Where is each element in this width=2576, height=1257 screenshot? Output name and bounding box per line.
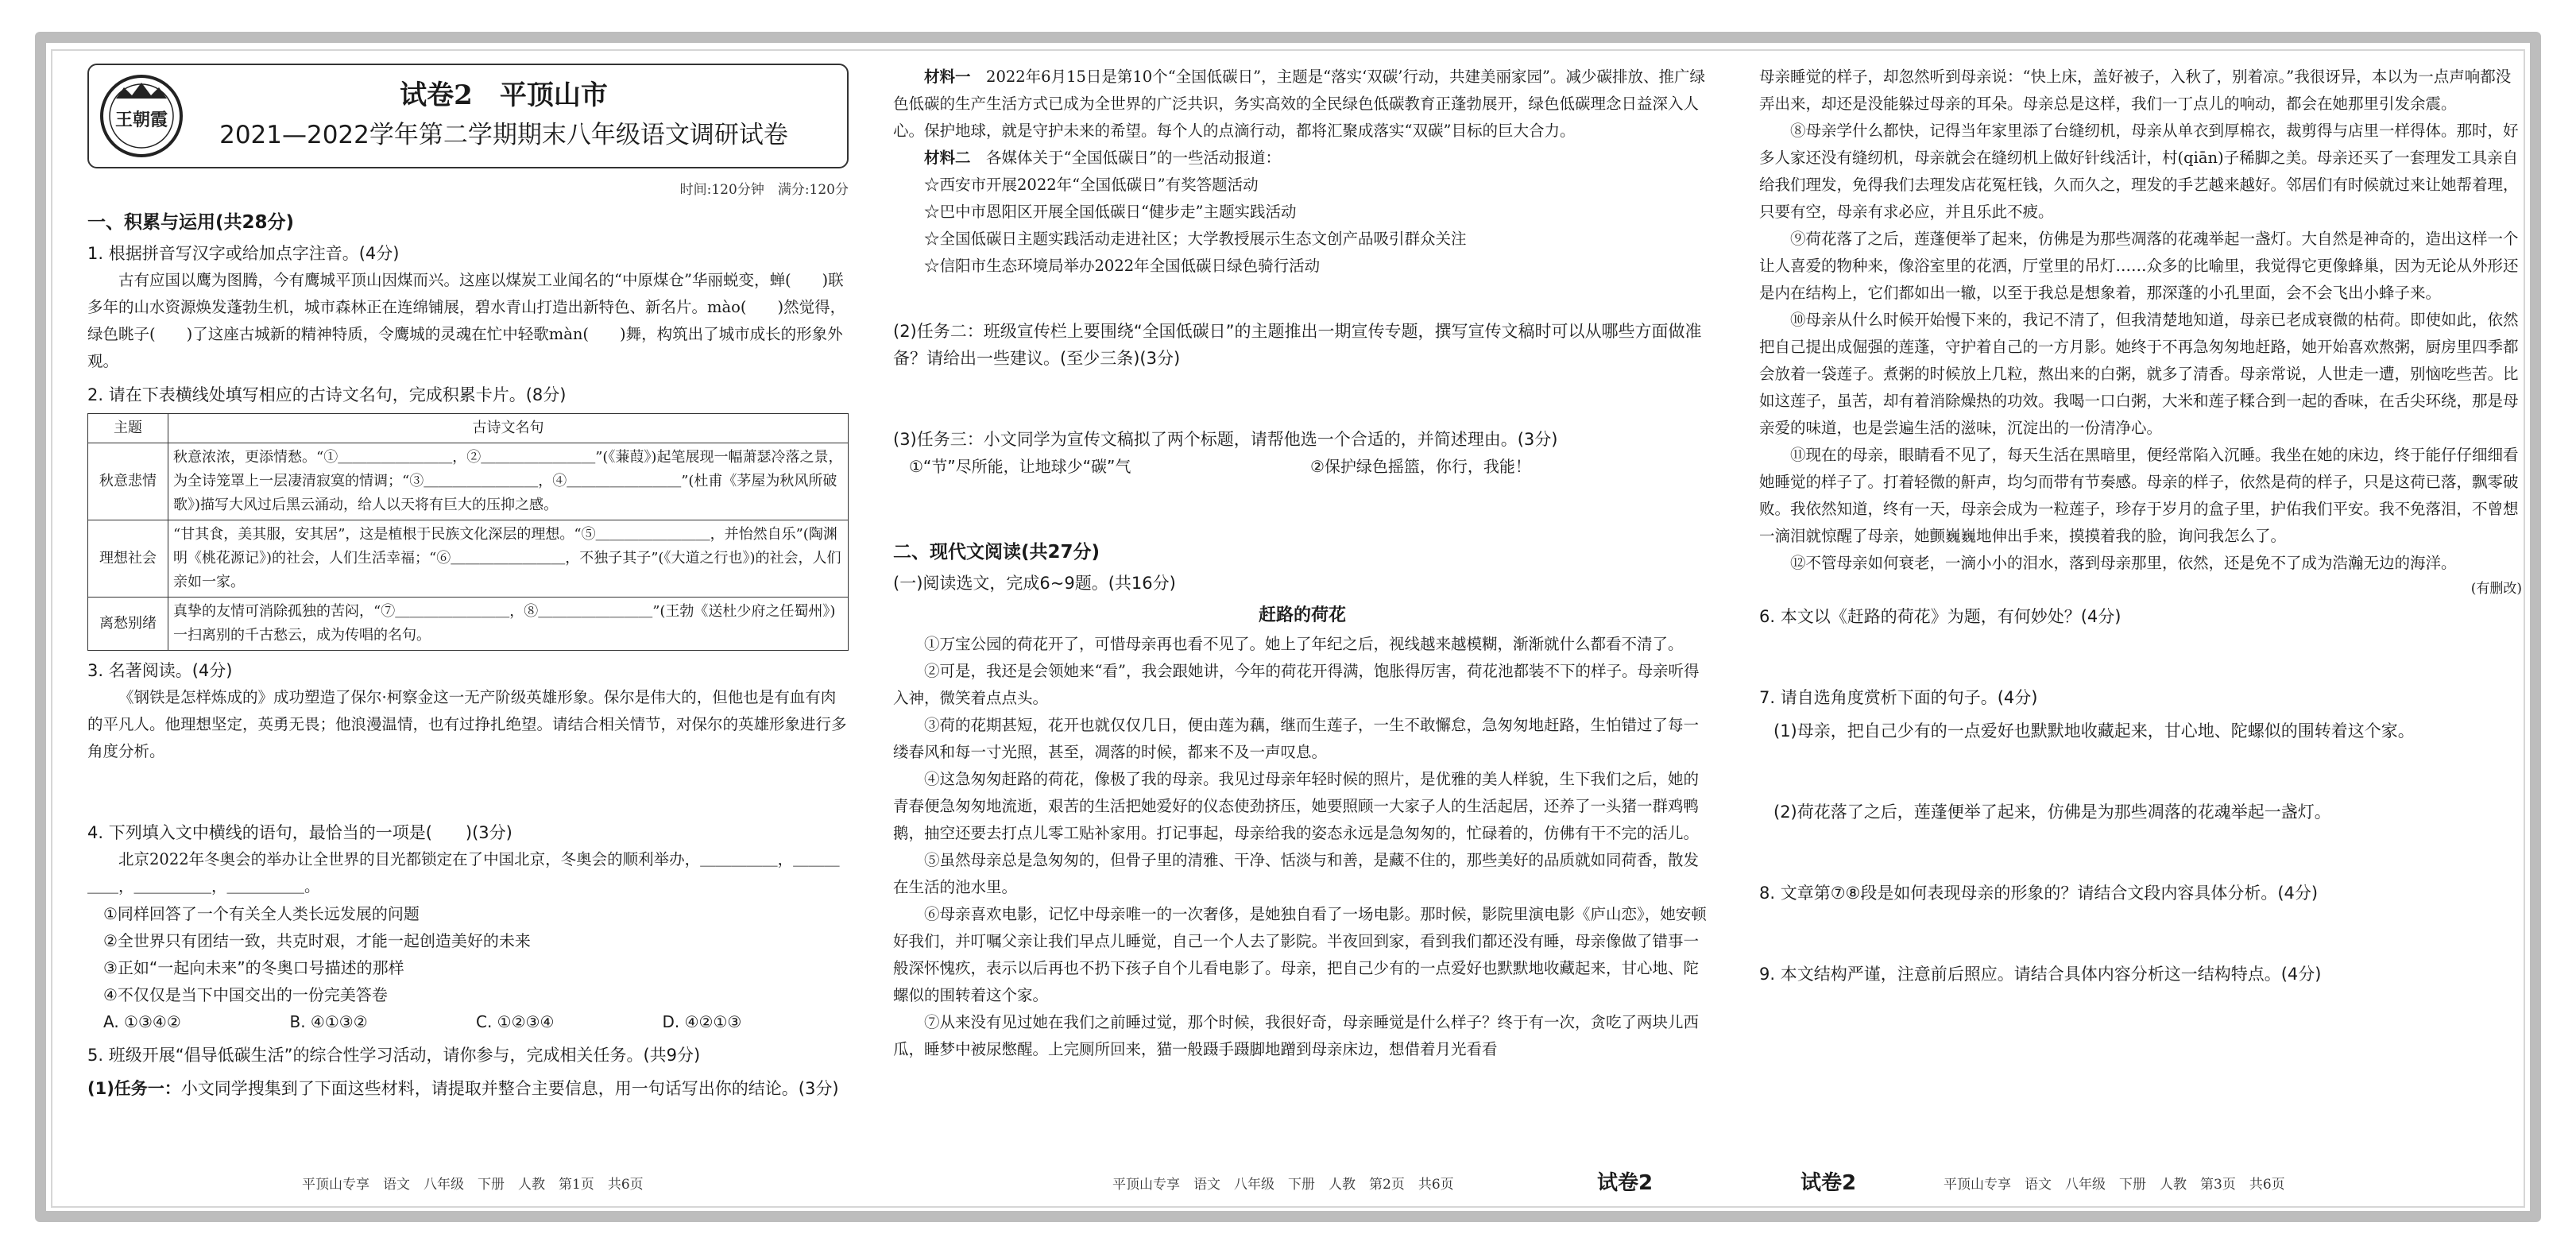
answer-space[interactable] <box>893 280 1712 311</box>
question-4: 4. 下列填入文中横线的语句，最恰当的一项是( )(3分) <box>87 823 512 842</box>
column-2 <box>893 64 1712 1176</box>
article-paragraph: ⑪现在的母亲，眼睛看不见了，每天生活在黑暗里，便经常陷入沉睡。我坐在她的床边，终于能仔仔细细看她睡觉的样子了。打着轻微的鼾声，均匀而带有节奏感。母亲的样子，依然是荷的样子，只是这荷已落，飘零破败。我依然知道，终有一天，母亲会成为一粒莲子，珍存于岁月的盒子里，护佑我们平安。我不免落泪，不曾想一滴泪就惊醒了母亲，她颤巍巍地伸出手来，摸摸着我的脸，询问我怎么了。 <box>1759 446 2519 545</box>
exam-header <box>87 64 849 168</box>
page-1-footer: 平顶山专享 语文 八年级 下册 人教 第1页 共6页 <box>302 1177 644 1193</box>
answer-space[interactable] <box>87 765 849 813</box>
answer-space[interactable] <box>893 372 1712 420</box>
row-theme: 理想社会 <box>88 520 168 598</box>
page-3-mark: 试卷2 <box>1800 1171 1857 1195</box>
article-paragraph: ⑧母亲学什么都快，记得当年家里添了台缝纫机，母亲从单衣到厚棉衣，裁剪得与店里一样得体。那时，好多人家还没有缝纫机，母亲就会在缝纫机上做好针线活计，村(qiān)子稀脚之美。母亲还买了一套理发工具亲自给我们理发，免得我们去理发店花冤枉钱，久而久之，理发的手艺越来越好。邻居们有时候就过来让她帮着理，只要有空，母亲有求必应，并且乐此不疲。 <box>1759 122 2519 221</box>
choice-b[interactable]: B. ④①③② <box>289 1012 368 1031</box>
answer-space[interactable] <box>1759 826 2522 873</box>
question-3: 3. 名著阅读。(4分) <box>87 661 233 680</box>
q4-option: ①同样回答了一个有关全人类长远发展的问题 <box>103 904 420 923</box>
article-paragraph: ④这急匆匆赶路的荷花，像极了我的母亲。我见过母亲年轻时候的照片，是优雅的美人样貌，生下我们之后，她的青春便急匆匆地流逝，艰苦的生活把她爱好的仪态使劲挤压，她要照顾一大家子人的生活起居，还养了一头猪一群鸡鸭鹅，抽空还要去打点儿零工贴补家用。打记事起，母亲给我的姿态永远是急匆匆的，忙碌着的，仿佛有干不完的活儿。 <box>893 770 1700 842</box>
material-1-text: 2022年6月15日是第10个“全国低碳日”，主题是“落实‘双碳’行动，共建美丽家园”。减少碳排放、推广绿色低碳的生产生活方式已成为全世界的广泛共识，务实高效的全民绿色低碳教育正蓬勃展开，绿色低碳理念日益深入人心。保护地球，就是守护未来的希望。每个人的点滴行动，都将汇聚成落实“双碳”目标的巨大合力。 <box>893 68 1705 140</box>
time-score: 时间:120分钟 满分:120分 <box>679 182 849 198</box>
page-3-footer: 平顶山专享 语文 八年级 下册 人教 第3页 共6页 <box>1944 1177 2285 1193</box>
answer-space[interactable] <box>1759 907 2522 954</box>
question-8: 8. 文章第⑦⑧段是如何表现母亲的形象的？请结合文段内容具体分析。(4分) <box>1759 884 2319 903</box>
reading-sub-heading: (一)阅读选文，完成6~9题。(共16分) <box>893 574 1176 593</box>
page-2-footer: 平顶山专享 语文 八年级 下册 人教 第2页 共6页 <box>1112 1177 1454 1193</box>
article-paragraph: ⑦从来没有见过她在我们之前睡过觉，那个时候，我很好奇，母亲睡觉是什么样子？终于有一次，贪吃了两块儿西瓜，睡梦中被尿憋醒。上完厕所回来，猫一般蹑手蹑脚地蹭到母亲床边，想借着月光看看 <box>893 1013 1700 1058</box>
row-text[interactable]: 真挚的友情可消除孤独的苦闷，“⑦＿＿＿＿＿＿＿＿，⑧＿＿＿＿＿＿＿＿”(王勃《送杜少府之任蜀州》)一扫离别的千古愁云，成为传唱的名句。 <box>168 598 849 651</box>
task-3-options <box>893 453 1712 480</box>
table-header-theme: 主题 <box>88 414 168 443</box>
question-6: 6. 本文以《赶路的荷花》为题，有何妙处？(4分) <box>1759 607 2122 626</box>
page-2-mark: 试卷2 <box>1597 1171 1654 1195</box>
row-theme: 离愁别绪 <box>88 598 168 651</box>
question-9: 9. 本文结构严谨，注意前后照应。请结合具体内容分析这一结构特点。(4分) <box>1759 965 2322 984</box>
exam-subtitle: 2021—2022学年第二学期期末八年级语文调研试卷 <box>219 121 788 149</box>
task-1-label: (1)任务一： <box>87 1079 181 1098</box>
section-1-heading: 一、积累与运用(共28分) <box>87 212 295 233</box>
column-3 <box>1759 64 2522 1176</box>
material-2-item: ☆西安市开展2022年“全国低碳日”有奖答题活动 <box>924 176 1259 194</box>
row-theme: 秋意悲情 <box>88 443 168 520</box>
task-1-text: 小文同学搜集到了下面这些材料，请提取并整合主要信息，用一句话写出你的结论。(3分) <box>180 1079 839 1098</box>
question-7-1: (1)母亲，把自己少有的一点爱好也默默地收藏起来，甘心地、陀螺似的围转着这个家。 <box>1773 721 2415 741</box>
question-2: 2. 请在下表横线处填写相应的古诗文名句，完成积累卡片。(8分) <box>87 385 567 404</box>
article-paragraph: ⑨荷花落了之后，莲蓬便举了起来，仿佛是为那些凋落的花魂举起一盏灯。大自然是神奇的，造出这样一个让人喜爱的物种来，像浴室里的花洒，厅堂里的吊灯……众多的比喻里，我觉得它更像蜂巢，因为无论从外形还是内在结构上，它们都如出一辙，以至于我总是想象着，那深蓬的小孔里面，会不会飞出小蜂子来。 <box>1759 230 2519 302</box>
answer-space[interactable] <box>1759 745 2522 792</box>
article-paragraph: ⑫不管母亲如何衰老，一滴小小的泪水，落到母亲那里，依然，还是免不了成为浩瀚无边的海洋。 <box>1790 554 2457 572</box>
exam-title: 试卷2 平顶山市 <box>400 79 608 111</box>
table-row <box>88 443 849 520</box>
table-row <box>88 520 849 598</box>
question-7: 7. 请自选角度赏析下面的句子。(4分) <box>1759 688 2038 707</box>
column-1 <box>87 64 849 1176</box>
choice-d[interactable]: D. ④②①③ <box>662 1012 742 1031</box>
material-1 <box>893 64 1712 145</box>
choice-a[interactable]: A. ①③④② <box>103 1012 181 1031</box>
table-header-poem: 古诗文名句 <box>168 414 849 443</box>
material-1-label: 材料一 <box>924 68 971 86</box>
question-4-passage: 北京2022年冬奥会的举办让全世界的目光都锁定在了中国北京，冬奥会的顺利举办，＿＿＿＿＿，＿＿＿＿＿，＿＿＿＿＿，＿＿＿＿＿。 <box>87 850 840 895</box>
q5-task-2: (2)任务二：班级宣传栏上要围绕“全国低碳日”的主题推出一期宣传专题，撰写宣传文稿时可以从哪些方面做准备？请给出一些建议。(至少三条)(3分) <box>893 322 1702 368</box>
article-paragraph: ⑩母亲从什么时候开始慢下来的，我记不清了，但我清楚地知道，母亲已老成衰微的枯荷。即使如此，依然把自己提出成倔强的莲蓬，守护着自己的一方月影。她终于不再急匆匆地赶路，她开始喜欢熬粥，厨房里四季都会放着一袋莲子。煮粥的时候放上几粒，熬出来的白粥，就多了清香。母亲常说，人世走一遭，别恼吃些苦。比如这莲子，虽苦，却有着消除燥热的功效。我喝一口白粥，大米和莲子糅合到一起的香味，在舌尖环绕，那是母亲爱的味道，也是尝遍生活的滋味，沉淀出的一份清净心。 <box>1759 311 2519 437</box>
article-paragraph: 母亲睡觉的样子，却忽然听到母亲说：“快上床，盖好被子，入秋了，别着凉。”我很讶异，本以为一点声响都没弄出来，却还是没能躲过母亲的耳朵。母亲总是这样，我们一丁点儿的响动，都会在她那里引发余震。 <box>1759 68 2512 113</box>
material-2-item: ☆信阳市生态环境局举办2022年全国低碳日绿色骑行活动 <box>924 257 1321 275</box>
material-2-text: 各媒体关于“全国低碳日”的一些活动报道： <box>986 149 1281 167</box>
material-2-item: ☆全国低碳日主题实践活动走进社区；大学教授展示生态文创产品吸引群众关注 <box>924 230 1467 248</box>
row-text[interactable]: “甘其食，美其服，安其居”，这是植根于民族文化深层的理想。“⑤＿＿＿＿＿＿＿＿，并怡然自乐”(陶渊明《桃花源记》)的社会，人们生活幸福；“⑥＿＿＿＿＿＿＿＿，不独子其子”(《大道之行也》)的社会，人们亲如一家。 <box>168 520 849 598</box>
edited-note: (有删改) <box>2470 581 2522 597</box>
article-paragraph: ⑥母亲喜欢电影，记忆中母亲唯一的一次奢侈，是她独自看了一场电影。那时候，影院里演电影《庐山恋》，她安顿好我们，并叮嘱父亲让我们早点儿睡觉，自己一个人去了影院。半夜回到家，看到我们都还没有睡，母亲像做了错事一般深怀愧疚，表示以后再也不扔下孩子自个儿看电影了。母亲，把自己少有的一点爱好也默默地收藏起来，甘心地、陀螺似的围转着这个家。 <box>893 905 1707 1004</box>
table-row <box>88 598 849 651</box>
question-5: 5. 班级开展“倡导低碳生活”的综合性学习活动，请你参与，完成相关任务。(共9分) <box>87 1046 701 1065</box>
title-option-2[interactable]: ②保护绿色摇篮，你行，我能！ <box>1310 457 1531 476</box>
article-title: 赶路的荷花 <box>1258 605 1346 625</box>
svg-text:王朝霞: 王朝霞 <box>114 110 168 130</box>
poem-table <box>87 413 849 651</box>
article-paragraph: ①万宝公园的荷花开了，可惜母亲再也看不见了。她上了年纪之后，视线越来越模糊，渐渐就什么都看不清了。 <box>924 635 1684 653</box>
question-1-passage: 古有应国以鹰为图腾，今有鹰城平顶山因煤而兴。这座以煤炭工业闻名的“中原煤仓”华丽蜕变，蝉( )联多年的山水资源焕发蓬勃生机，城市森林正在连绵铺展，碧水青山打造出新特色、新名片。mào( )然觉得，绿色眺子( )了这座古城新的精神特质，令鹰城的灵魂在忙中轻歌màn( )舞，构筑出了城市成长的形象外观。 <box>87 271 846 370</box>
article-paragraph: ②可是，我还是会领她来“看”，我会跟她讲，今年的荷花开得满，饱胀得厉害，荷花池都装不下的样子。母亲听得入神，微笑着点点头。 <box>893 662 1700 707</box>
question-3-passage: 《钢铁是怎样炼成的》成功塑造了保尔·柯察金这一无产阶级英雄形象。保尔是伟大的，但他也是有血有肉的平凡人。他理想坚定，英勇无畏；他浪漫温情，也有过挣扎绝望。请结合相关情节，对保尔的英雄形象进行多角度分析。 <box>87 688 847 760</box>
q4-option: ④不仅仅是当下中国交出的一份完美答卷 <box>103 985 388 1004</box>
answer-space[interactable] <box>1759 630 2522 678</box>
q4-choices <box>87 1008 849 1035</box>
row-text[interactable]: 秋意浓浓，更添情愁。“①＿＿＿＿＿＿＿＿，②＿＿＿＿＿＿＿＿”(《蒹葭》)起笔展现一幅萧瑟冷落之景，为全诗笼罩上一层凄清寂寞的情调；“③＿＿＿＿＿＿＿＿，④＿＿＿＿＿＿＿＿”(杜甫《茅屋为秋风所破歌》)描写大风过后黑云涌动，给人以天将有巨大的压抑之感。 <box>168 443 849 520</box>
q5-task-1 <box>87 1075 849 1102</box>
material-2 <box>893 145 1712 172</box>
choice-c[interactable]: C. ①②③④ <box>476 1012 555 1031</box>
q4-option: ②全世界只有团结一致，共克时艰，才能一起创造美好的未来 <box>103 931 531 950</box>
section-2-heading: 二、现代文阅读(共27分) <box>893 542 1100 563</box>
answer-space[interactable] <box>893 480 1712 528</box>
title-option-1[interactable]: ①“节”尽所能，让地球少“碳”气 <box>909 457 1131 476</box>
material-2-item: ☆巴中市恩阳区开展全国低碳日“健步走”主题实践活动 <box>924 203 1297 221</box>
article-paragraph: ⑤虽然母亲总是急匆匆的，但骨子里的清雅、干净、恬淡与和善，是藏不住的，那些美好的品质就如同荷香，散发在生活的池水里。 <box>893 851 1700 896</box>
q4-option: ③正如“一起向未来”的冬奥口号描述的那样 <box>103 958 404 977</box>
material-2-label: 材料二 <box>924 149 971 167</box>
question-7-2: (2)荷花落了之后，莲蓬便举了起来，仿佛是为那些凋落的花魂举起一盏灯。 <box>1773 803 2331 822</box>
article-paragraph: ③荷的花期甚短，花开也就仅仅几日，便由莲为藕，继而生莲子，一生不敢懈怠，急匆匆地赶路，生怕错过了每一缕春风和每一寸光照，甚至，凋落的时候，都来不及一声叹息。 <box>893 716 1700 761</box>
q5-task-3: (3)任务三：小文同学为宣传文稿拟了两个标题，请帮他选一个合适的，并简述理由。(3分) <box>893 430 1558 449</box>
question-1: 1. 根据拼音写汉字或给加点字注音。(4分) <box>87 244 400 263</box>
